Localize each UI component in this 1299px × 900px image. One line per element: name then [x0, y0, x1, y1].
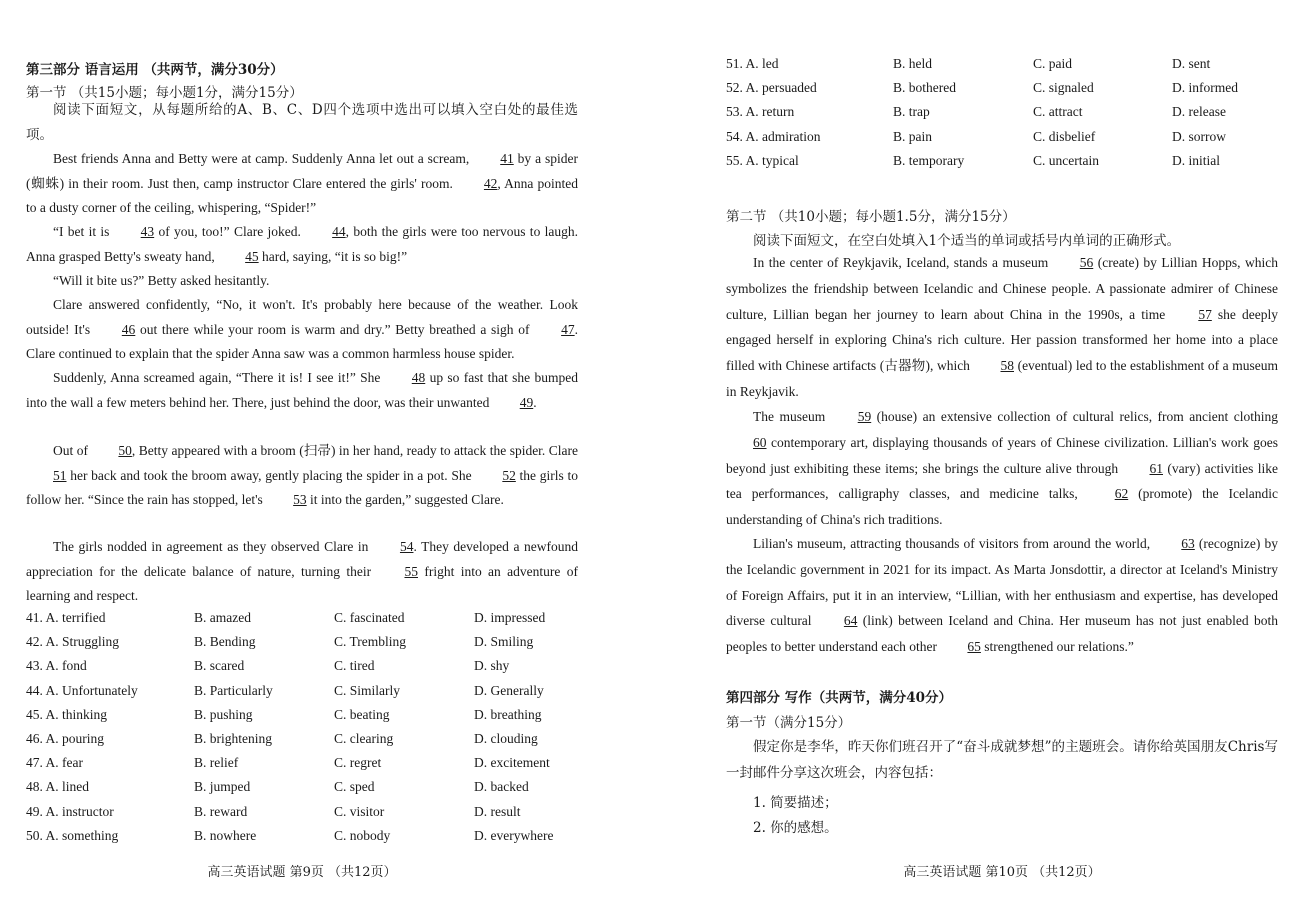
option-choice-c: C. signaled	[1033, 80, 1094, 96]
option-choice-d: D. shy	[474, 658, 510, 674]
option-choice-c: C. attract	[1033, 104, 1083, 120]
option-choice-a: 55. A. typical	[726, 152, 799, 168]
option-row	[726, 153, 1278, 177]
option-choice-c: C. clearing	[334, 731, 394, 746]
option-choice-b: B. held	[893, 56, 932, 71]
option-choice-a: 50. A. something	[26, 827, 119, 843]
left-page	[26, 0, 578, 900]
option-choice-d: D. clouding	[474, 731, 538, 746]
page-footer: 高三英语试题 第9页 （共12页）	[207, 865, 397, 880]
option-choice-b: B. scared	[194, 658, 245, 674]
section-title: 第三部分 语言运用 （共两节，满分30分）	[26, 62, 284, 78]
option-choice-a: 49. A. instructor	[26, 803, 114, 819]
option-choice-d: D. breathing	[474, 706, 542, 722]
option-choice-b: B. bothered	[893, 80, 956, 96]
option-row	[26, 658, 578, 682]
writing-point-1: 1. 简要描述；	[753, 795, 838, 811]
option-choice-d: D. sorrow	[1172, 128, 1226, 144]
instruction-2: 阅读下面短文，在空白处填入1个适当的单词或括号内单词的正确形式。	[753, 233, 1181, 249]
option-choice-d: D. excitement	[474, 755, 550, 771]
option-choice-b: B. pain	[893, 128, 932, 144]
option-choice-c: C. visitor	[334, 803, 385, 819]
option-choice-b: B. Bending	[194, 634, 256, 650]
option-choice-b: B. reward	[194, 803, 248, 819]
option-row	[26, 731, 578, 755]
option-choice-a: 47. A. fear	[26, 755, 83, 771]
passage-paragraph-6: Out of 50, Betty appeared with a broom (扫帚) in her hand, ready to attack the spider. Clare 51 her back and took the broom away, gently placing the spider in a pot. She 52 the girls to follow her. “Since the rain has stopped, let's 53 it into the garden,” suggested Clare.	[26, 443, 579, 508]
sub-title-2: 第二节 （共10小题；每小题1.5分，满分15分）	[726, 209, 1016, 225]
passage-paragraph-4: Clare answered confidently, “No, it won't. It's probably here because of the weather. Look outside! It's 46 out there while your room is warm and dry.” Betty breathed a sigh of 47. Clare continued to explain that the spider Anna saw was a common harmless house spider.	[26, 297, 578, 362]
writing-point-2: 2. 你的感想。	[753, 820, 838, 836]
option-choice-c: C. disbelief	[1033, 128, 1096, 144]
option-choice-a: 51. A. led	[726, 56, 779, 71]
option-choice-c: C. beating	[334, 706, 390, 722]
option-row	[726, 56, 1278, 80]
option-choice-d: D. everywhere	[474, 827, 554, 843]
option-row	[726, 80, 1278, 104]
option-choice-b: B. nowhere	[194, 827, 257, 843]
option-choice-a: 53. A. return	[726, 104, 795, 120]
option-choice-d: D. release	[1172, 104, 1226, 120]
option-choice-c: C. regret	[334, 755, 382, 771]
option-choice-c: C. tired	[334, 658, 375, 674]
option-choice-a: 41. A. terrified	[26, 610, 106, 625]
option-choice-b: B. jumped	[194, 779, 251, 795]
option-row	[26, 610, 578, 634]
option-choice-d: D. Generally	[474, 682, 544, 698]
option-choice-b: B. temporary	[893, 152, 965, 168]
passage-paragraph-1: Best friends Anna and Betty were at camp. Suddenly Anna let out a scream, 41 by a spider (蜘蛛) in their room. Just then, camp instructor Clare entered the girls' room. 42, Anna pointed to a dusty corner of the ceiling, whispering, “Spider!”	[26, 151, 579, 216]
sub-title: 第一节 （共15小题；每小题1分，满分15分）	[26, 85, 303, 101]
passage-paragraph-5: Suddenly, Anna screamed again, “There it is! I see it!” She 48 up so fast that she bumped into the wall a few meters behind her. There, just behind the door, was their unwanted 49.	[26, 370, 579, 410]
option-choice-a: 52. A. persuaded	[726, 80, 817, 96]
option-choice-d: D. sent	[1172, 56, 1211, 71]
writing-prompt: 假定你是李华，昨天你们班召开了“奋斗成就梦想”的主题班会。请你给英国朋友Chris写一封邮件分享这次班会，内容包括：	[726, 739, 1278, 781]
sub-title-3: 第一节（满分15分）	[726, 715, 852, 731]
option-choice-a: 54. A. admiration	[726, 128, 821, 144]
passage-paragraph-3: “Will it bite us?” Betty asked hesitantly.	[53, 273, 270, 288]
option-row	[26, 828, 578, 852]
option-row	[726, 129, 1278, 153]
option-choice-d: D. impressed	[474, 610, 546, 625]
option-choice-c: C. fascinated	[334, 610, 405, 625]
option-row	[726, 104, 1278, 128]
passage2-paragraph-2: The museum 59 (house) an extensive collection of cultural relics, from ancient clothing 60 contemporary art, displaying thousands of years of Chinese civilization. Lillian's work goes beyond just exhibiting these items; she brings the culture alive through 61 (vary) activities like tea performances, calligraphy classes, and medicine talks, 62 (promote) the Icelandic understanding of China's rich traditions.	[726, 409, 1278, 528]
option-choice-a: 44. A. Unfortunately	[26, 682, 138, 698]
option-choice-d: D. initial	[1172, 152, 1220, 168]
option-choice-a: 48. A. lined	[26, 779, 89, 795]
option-choice-d: D. Smiling	[474, 634, 534, 650]
passage2-paragraph-3: Lilian's museum, attracting thousands of visitors from around the world, 63 (recognize) by the Icelandic government in 2021 for its impact. As Marta Jonsdottir, a director at Iceland's Ministry of Foreign Affairs, put it in an interview, “Lillian, with her enthusiasm and expertise, has developed diverse cultural 64 (link) between Iceland and China. Her museum has not just enabled both peoples to better understand each other 65 strengthened our relations.”	[726, 536, 1278, 655]
option-choice-c: C. Similarly	[334, 682, 401, 698]
option-choice-b: B. trap	[893, 104, 930, 120]
passage-paragraph-7: The girls nodded in agreement as they observed Clare in 54. They developed a newfound appreciation for the delicate balance of nature, turning their 55 fright into an adventure of learning and respect.	[26, 539, 578, 604]
passage-paragraph-2: “I bet it is 43 of you, too!” Clare joked. 44, both the girls were too nervous to laugh. Anna grasped Betty's sweaty hand, 45 hard, saying, “it is so big!”	[26, 224, 578, 264]
option-choice-a: 42. A. Struggling	[26, 634, 120, 650]
section4-title: 第四部分 写作（共两节，满分40分）	[726, 690, 952, 706]
option-choice-a: 46. A. pouring	[26, 731, 105, 746]
option-choice-b: B. amazed	[194, 610, 251, 625]
option-choice-c: C. nobody	[334, 827, 391, 843]
page-footer: 高三英语试题 第10页 （共12页）	[903, 865, 1101, 880]
option-row	[26, 755, 578, 779]
option-row	[26, 779, 578, 803]
option-choice-b: B. brightening	[194, 731, 272, 746]
option-choice-a: 43. A. fond	[26, 658, 87, 674]
option-choice-b: B. pushing	[194, 706, 253, 722]
option-choice-d: D. result	[474, 803, 521, 819]
option-choice-c: C. paid	[1033, 56, 1072, 71]
option-choice-c: C. sped	[334, 779, 375, 795]
right-page	[726, 0, 1278, 900]
option-choice-d: D. backed	[474, 779, 529, 795]
option-choice-a: 45. A. thinking	[26, 706, 108, 722]
option-choice-c: C. Trembling	[334, 634, 407, 650]
option-choice-b: B. relief	[194, 755, 239, 771]
option-row	[26, 804, 578, 828]
option-choice-b: B. Particularly	[194, 682, 273, 698]
option-choice-c: C. uncertain	[1033, 152, 1099, 168]
option-row	[26, 683, 578, 707]
option-choice-d: D. informed	[1172, 80, 1238, 96]
option-row	[26, 634, 578, 658]
option-row	[26, 707, 578, 731]
passage2-paragraph-1: In the center of Reykjavik, Iceland, stands a museum 56 (create) by Lillian Hopps, which symbolizes the friendship between Icelandic and Chinese people. A passionate admirer of Chinese culture, Lillian began her journey to learn about China in the 1990s, a time 57 she deeply engaged herself in exploring China's rich culture. Her passion transformed her home into a place filled with Chinese artifacts (古器物), which 58 (eventual) led to the establishment of a museum in Reykjavik.	[726, 255, 1278, 399]
instruction: 阅读下面短文，从每题所给的A、B、C、D四个选项中选出可以填入空白处的最佳选项。	[26, 102, 578, 143]
